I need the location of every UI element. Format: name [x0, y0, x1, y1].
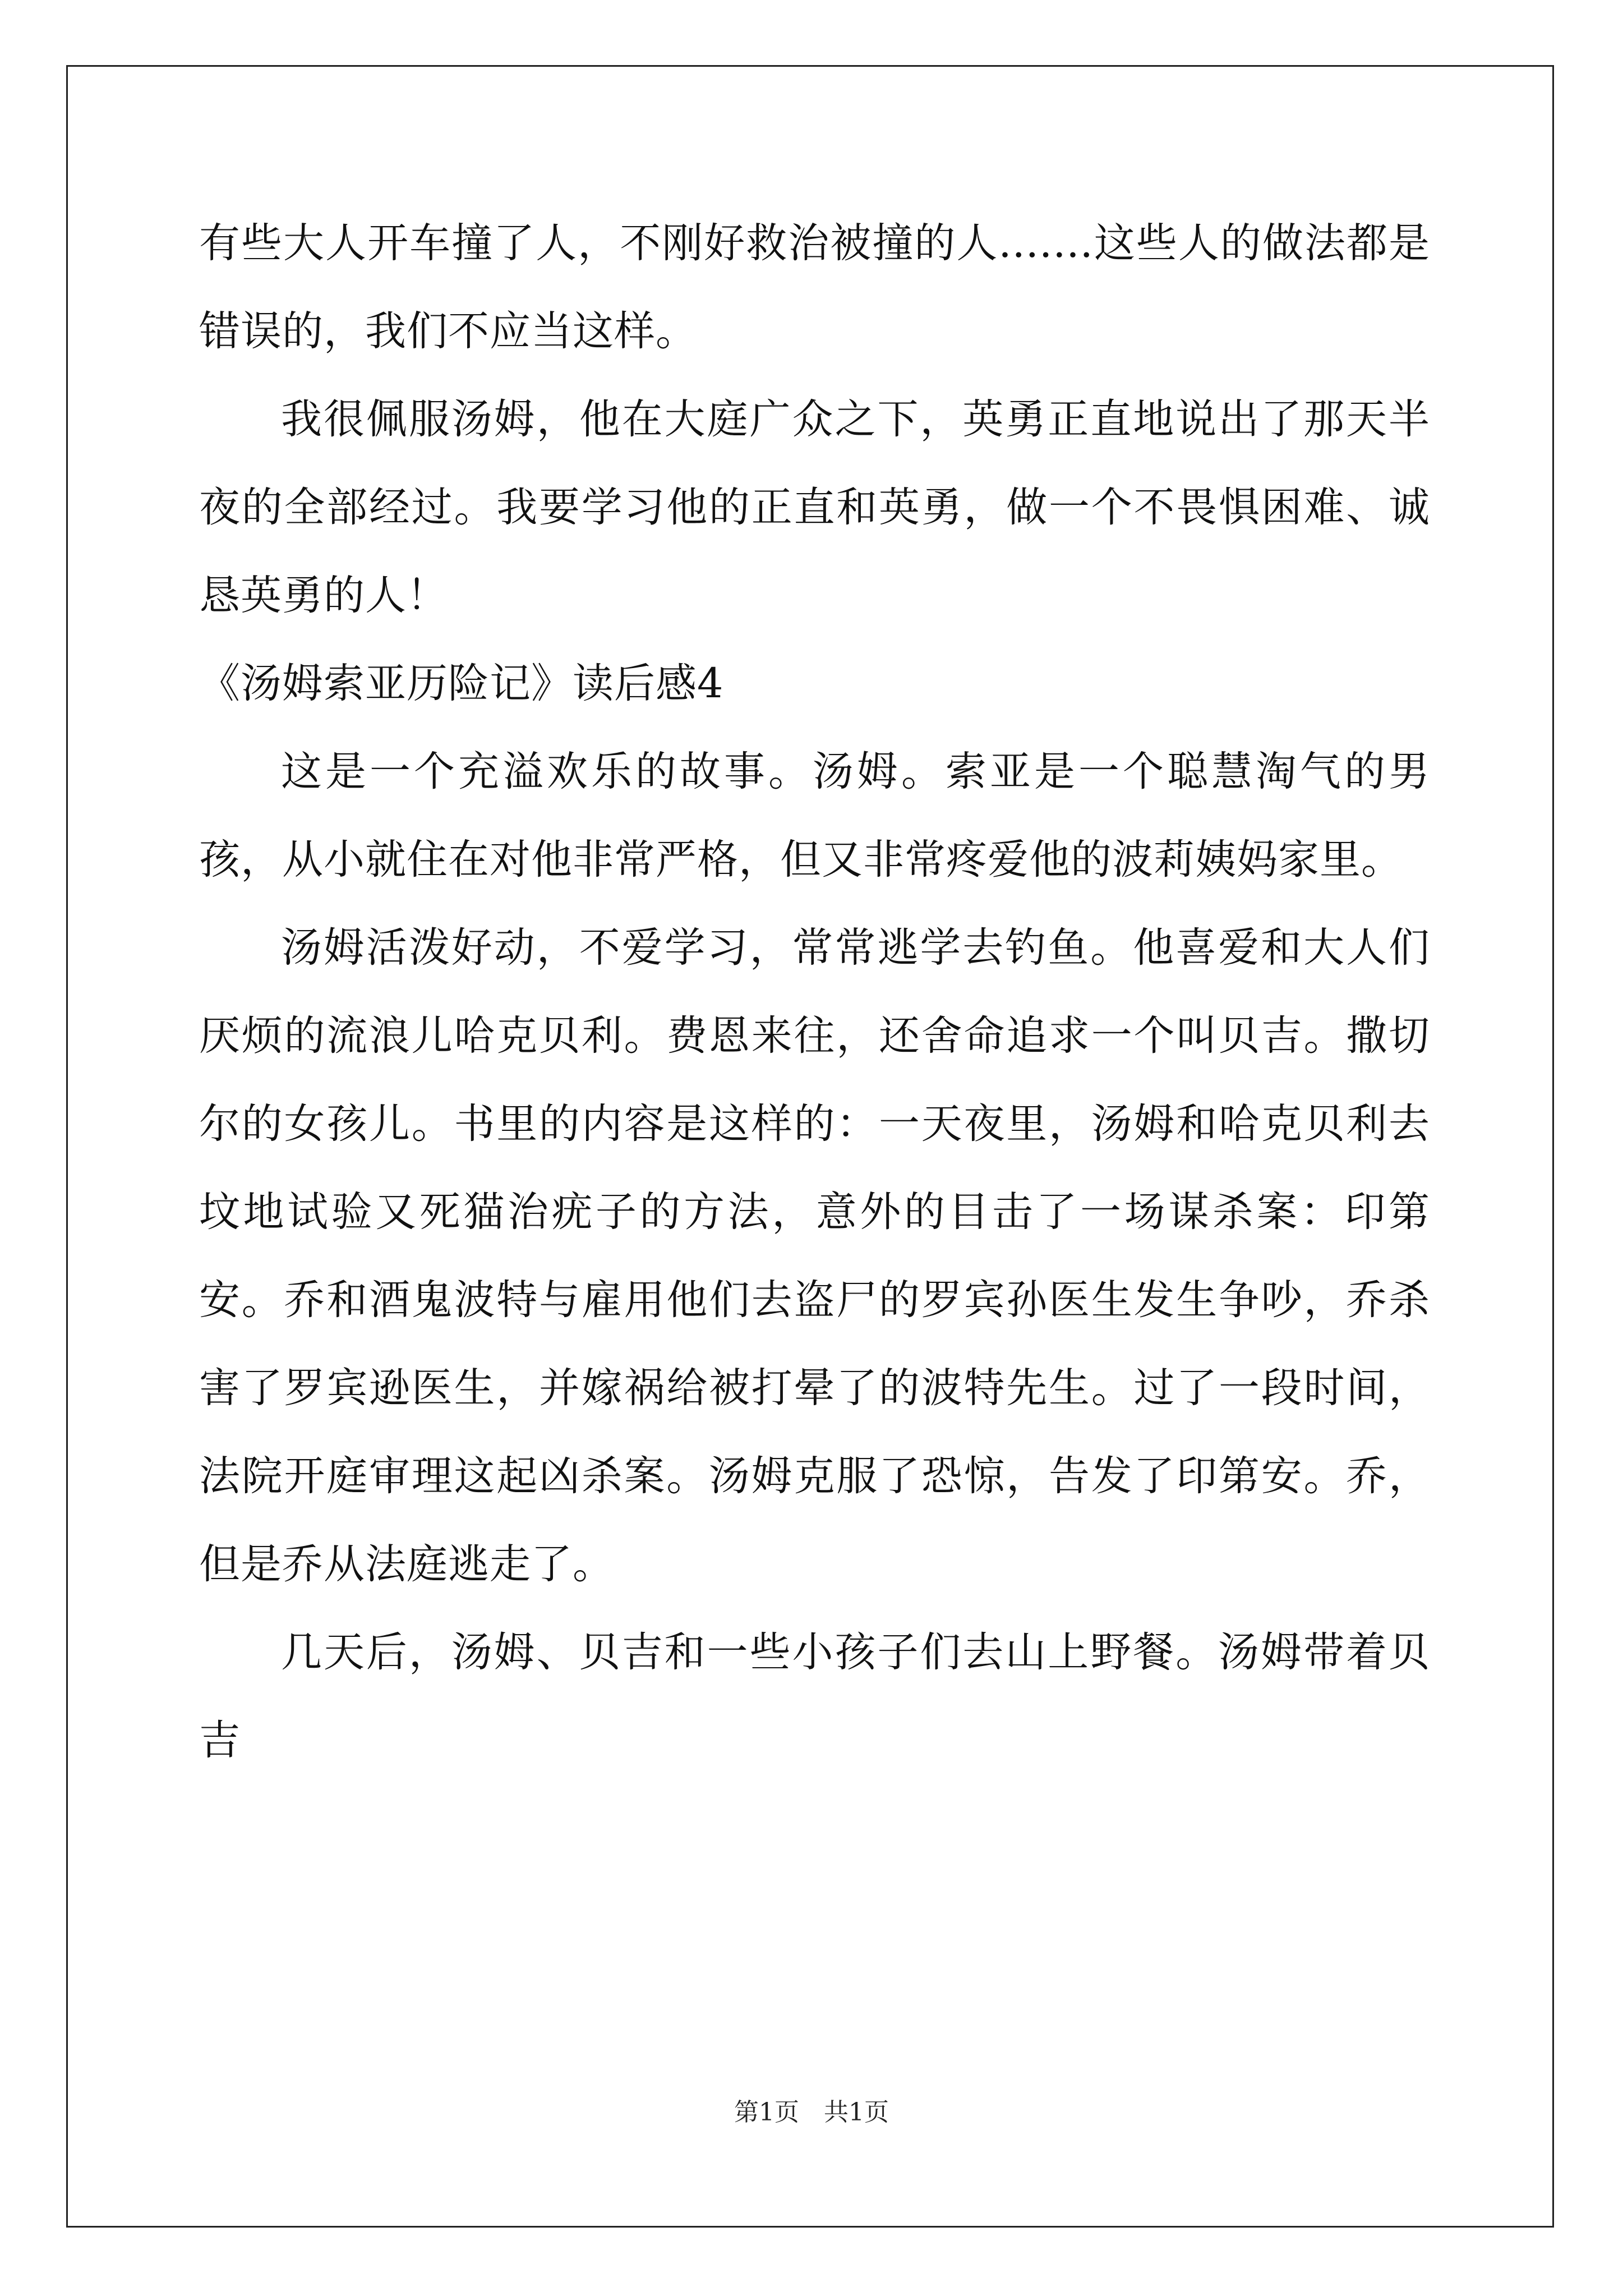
document-body [199, 199, 1430, 1784]
section-heading: 《汤姆索亚历险记》读后感4 [199, 660, 724, 707]
paragraph-2: 我很佩服汤姆，他在大庭广众之下，英勇正直地说出了那天半夜的全部经过。我要学习他的正直和英勇，做一个不畏惧困难、诚恳英勇的人！ [199, 395, 1430, 619]
page-footer: 第1页 共1页 [734, 2098, 889, 2127]
paragraph-4: 汤姆活泼好动，不爱学习，常常逃学去钓鱼。他喜爱和大人们厌烦的流浪儿哈克贝利。费恩来往，还舍命追求一个叫贝吉。撒切尔的女孩儿。书里的内容是这样的：一天夜里，汤姆和哈克贝利去坟地试验又死猫治疣子的方法，意外的目击了一场谋杀案：印第安。乔和酒鬼波特与雇用他们去盗尸的罗宾孙医生发生争吵，乔杀害了罗宾逊医生，并嫁祸给被打晕了的波特先生。过了一段时间，法院开庭审理这起凶杀案。汤姆克服了恐惊，告发了印第安。乔，但是乔从法庭逃走了。 [199, 924, 1430, 1588]
paragraph-1: 有些大人开车撞了人，不刚好救治被撞的人.......这些人的做法都是错误的，我们不应当这样。 [199, 219, 1430, 355]
paragraph-3: 这是一个充溢欢乐的故事。汤姆。索亚是一个聪慧淘气的男孩，从小就住在对他非常严格，但又非常疼爱他的波莉姨妈家里。 [199, 748, 1430, 884]
paragraph-5: 几天后，汤姆、贝吉和一些小孩子们去山上野餐。汤姆带着贝吉 [199, 1628, 1430, 1764]
